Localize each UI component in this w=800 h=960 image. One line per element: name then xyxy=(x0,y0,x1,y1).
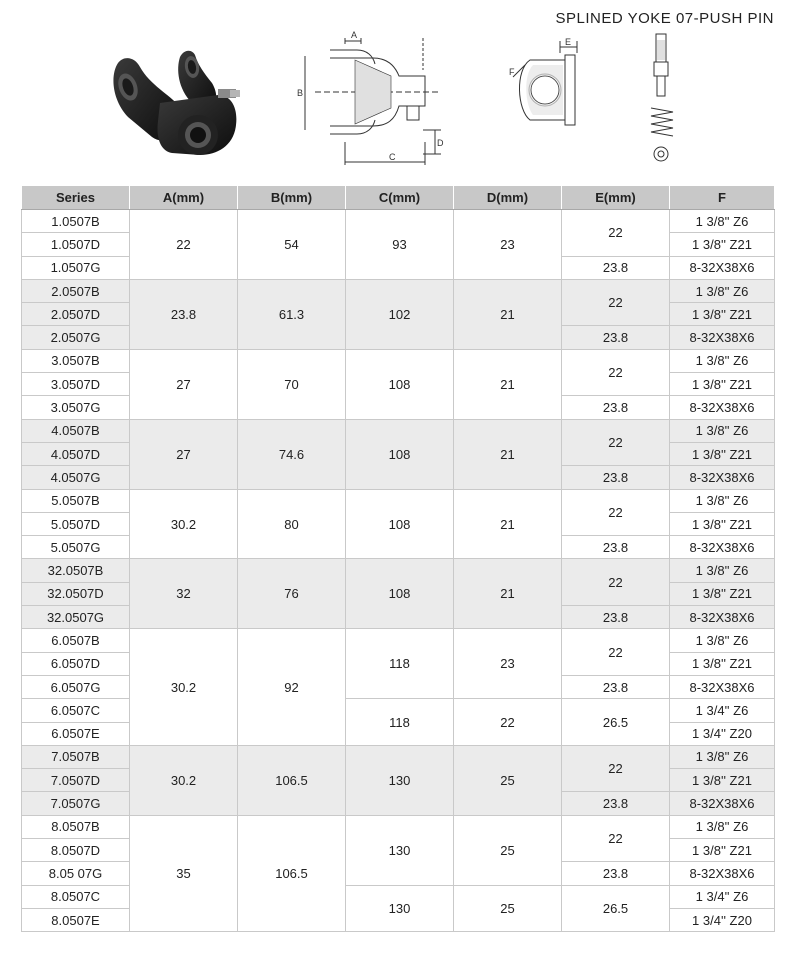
table-header-row xyxy=(22,186,775,210)
f-cell: 1 3/8'' Z6 xyxy=(670,419,775,442)
f-cell: 1 3/4'' Z20 xyxy=(670,908,775,931)
dim-label-f: F xyxy=(509,67,515,77)
series-cell: 6.0507G xyxy=(22,675,130,698)
d-cell: 21 xyxy=(454,489,562,559)
b-cell: 61.3 xyxy=(238,279,346,349)
c-cell: 130 xyxy=(346,885,454,932)
d-cell: 21 xyxy=(454,559,562,629)
b-cell: 76 xyxy=(238,559,346,629)
col-header-f: F xyxy=(670,186,775,210)
b-cell: 74.6 xyxy=(238,419,346,489)
c-cell: 93 xyxy=(346,210,454,280)
f-cell: 1 3/8'' Z6 xyxy=(670,745,775,768)
table-row xyxy=(22,210,775,233)
c-cell: 108 xyxy=(346,419,454,489)
series-cell: 8.0507D xyxy=(22,839,130,862)
e-cell: 23.8 xyxy=(562,326,670,349)
table-row xyxy=(22,279,775,302)
series-cell: 5.0507B xyxy=(22,489,130,512)
a-cell: 30.2 xyxy=(130,629,238,745)
e-cell: 22 xyxy=(562,559,670,606)
e-cell: 22 xyxy=(562,419,670,466)
f-cell: 1 3/8'' Z6 xyxy=(670,210,775,233)
d-cell: 23 xyxy=(454,210,562,280)
table-row xyxy=(22,349,775,372)
a-cell: 27 xyxy=(130,349,238,419)
series-cell: 32.0507G xyxy=(22,606,130,629)
series-cell: 8.0507E xyxy=(22,908,130,931)
series-cell: 8.0507B xyxy=(22,815,130,838)
b-cell: 92 xyxy=(238,629,346,745)
table-row xyxy=(22,745,775,768)
f-cell: 1 3/8'' Z21 xyxy=(670,769,775,792)
series-cell: 8.0507C xyxy=(22,885,130,908)
e-cell: 23.8 xyxy=(562,606,670,629)
b-cell: 106.5 xyxy=(238,745,346,815)
f-cell: 1 3/4'' Z20 xyxy=(670,722,775,745)
d-cell: 25 xyxy=(454,885,562,932)
a-cell: 22 xyxy=(130,210,238,280)
e-cell: 23.8 xyxy=(562,792,670,815)
e-cell: 22 xyxy=(562,745,670,792)
table-row xyxy=(22,419,775,442)
dim-label-b: B xyxy=(297,88,304,98)
f-cell: 1 3/8'' Z21 xyxy=(670,839,775,862)
series-cell: 7.0507B xyxy=(22,745,130,768)
f-cell: 8-32X38X6 xyxy=(670,675,775,698)
b-cell: 106.5 xyxy=(238,815,346,931)
e-cell: 22 xyxy=(562,629,670,676)
yoke-dimension-drawing xyxy=(295,30,465,170)
dim-label-c: C xyxy=(389,152,396,162)
d-cell: 21 xyxy=(454,419,562,489)
page-title: SPLINED YOKE 07-PUSH PIN xyxy=(555,10,774,27)
col-header-c: C(mm) xyxy=(346,186,454,210)
f-cell: 1 3/4'' Z6 xyxy=(670,885,775,908)
series-cell: 4.0507B xyxy=(22,419,130,442)
e-cell: 23.8 xyxy=(562,466,670,489)
series-cell: 5.0507G xyxy=(22,536,130,559)
f-cell: 1 3/8'' Z21 xyxy=(670,442,775,465)
series-cell: 1.0507D xyxy=(22,233,130,256)
dim-label-a: A xyxy=(351,30,358,40)
series-cell: 3.0507B xyxy=(22,349,130,372)
e-cell: 22 xyxy=(562,210,670,257)
f-cell: 1 3/8'' Z21 xyxy=(670,512,775,535)
col-header-e: E(mm) xyxy=(562,186,670,210)
series-cell: 4.0507D xyxy=(22,442,130,465)
col-header-b: B(mm) xyxy=(238,186,346,210)
a-cell: 30.2 xyxy=(130,745,238,815)
e-cell: 23.8 xyxy=(562,675,670,698)
f-cell: 8-32X38X6 xyxy=(670,792,775,815)
c-cell: 118 xyxy=(346,699,454,746)
f-cell: 1 3/8'' Z21 xyxy=(670,582,775,605)
f-cell: 1 3/8'' Z21 xyxy=(670,233,775,256)
b-cell: 80 xyxy=(238,489,346,559)
e-cell: 22 xyxy=(562,279,670,326)
f-cell: 8-32X38X6 xyxy=(670,256,775,279)
e-cell: 23.8 xyxy=(562,256,670,279)
series-cell: 8.05 07G xyxy=(22,862,130,885)
series-cell: 3.0507D xyxy=(22,373,130,396)
e-cell: 26.5 xyxy=(562,885,670,932)
f-cell: 8-32X38X6 xyxy=(670,606,775,629)
a-cell: 35 xyxy=(130,815,238,931)
spec-table xyxy=(21,185,775,932)
series-cell: 1.0507G xyxy=(22,256,130,279)
c-cell: 130 xyxy=(346,745,454,815)
series-cell: 2.0507B xyxy=(22,279,130,302)
b-cell: 54 xyxy=(238,210,346,280)
c-cell: 130 xyxy=(346,815,454,885)
f-cell: 8-32X38X6 xyxy=(670,396,775,419)
table-row xyxy=(22,489,775,512)
yoke-photo xyxy=(100,45,250,170)
a-cell: 32 xyxy=(130,559,238,629)
spline-section-drawing xyxy=(505,35,600,130)
d-cell: 25 xyxy=(454,745,562,815)
e-cell: 23.8 xyxy=(562,536,670,559)
series-cell: 1.0507B xyxy=(22,210,130,233)
d-cell: 22 xyxy=(454,699,562,746)
a-cell: 23.8 xyxy=(130,279,238,349)
f-cell: 1 3/8'' Z6 xyxy=(670,629,775,652)
table-row xyxy=(22,815,775,838)
f-cell: 1 3/8'' Z21 xyxy=(670,303,775,326)
a-cell: 30.2 xyxy=(130,489,238,559)
f-cell: 1 3/8'' Z6 xyxy=(670,279,775,302)
dim-label-d: D xyxy=(437,138,444,148)
d-cell: 25 xyxy=(454,815,562,885)
series-cell: 32.0507B xyxy=(22,559,130,582)
series-cell: 2.0507G xyxy=(22,326,130,349)
f-cell: 1 3/8'' Z6 xyxy=(670,559,775,582)
f-cell: 8-32X38X6 xyxy=(670,862,775,885)
e-cell: 23.8 xyxy=(562,396,670,419)
series-cell: 7.0507D xyxy=(22,769,130,792)
c-cell: 108 xyxy=(346,349,454,419)
a-cell: 27 xyxy=(130,419,238,489)
f-cell: 8-32X38X6 xyxy=(670,326,775,349)
c-cell: 108 xyxy=(346,559,454,629)
col-header-d: D(mm) xyxy=(454,186,562,210)
b-cell: 70 xyxy=(238,349,346,419)
d-cell: 21 xyxy=(454,349,562,419)
series-cell: 3.0507G xyxy=(22,396,130,419)
f-cell: 1 3/8'' Z21 xyxy=(670,373,775,396)
series-cell: 2.0507D xyxy=(22,303,130,326)
f-cell: 1 3/8'' Z21 xyxy=(670,652,775,675)
f-cell: 1 3/8'' Z6 xyxy=(670,815,775,838)
c-cell: 102 xyxy=(346,279,454,349)
dim-label-e: E xyxy=(565,37,572,47)
e-cell: 23.8 xyxy=(562,862,670,885)
f-cell: 1 3/8'' Z6 xyxy=(670,489,775,512)
series-cell: 6.0507B xyxy=(22,629,130,652)
f-cell: 8-32X38X6 xyxy=(670,466,775,489)
series-cell: 5.0507D xyxy=(22,512,130,535)
col-header-series: Series xyxy=(22,186,130,210)
series-cell: 7.0507G xyxy=(22,792,130,815)
col-header-a: A(mm) xyxy=(130,186,238,210)
e-cell: 22 xyxy=(562,489,670,536)
series-cell: 6.0507C xyxy=(22,699,130,722)
f-cell: 8-32X38X6 xyxy=(670,536,775,559)
table-row xyxy=(22,559,775,582)
d-cell: 21 xyxy=(454,279,562,349)
table-row xyxy=(22,629,775,652)
f-cell: 1 3/8'' Z6 xyxy=(670,349,775,372)
e-cell: 22 xyxy=(562,815,670,862)
d-cell: 23 xyxy=(454,629,562,699)
c-cell: 118 xyxy=(346,629,454,699)
series-cell: 6.0507E xyxy=(22,722,130,745)
push-pin-drawing xyxy=(643,30,683,170)
series-cell: 6.0507D xyxy=(22,652,130,675)
series-cell: 4.0507G xyxy=(22,466,130,489)
e-cell: 26.5 xyxy=(562,699,670,746)
c-cell: 108 xyxy=(346,489,454,559)
f-cell: 1 3/4'' Z6 xyxy=(670,699,775,722)
series-cell: 32.0507D xyxy=(22,582,130,605)
e-cell: 22 xyxy=(562,349,670,396)
